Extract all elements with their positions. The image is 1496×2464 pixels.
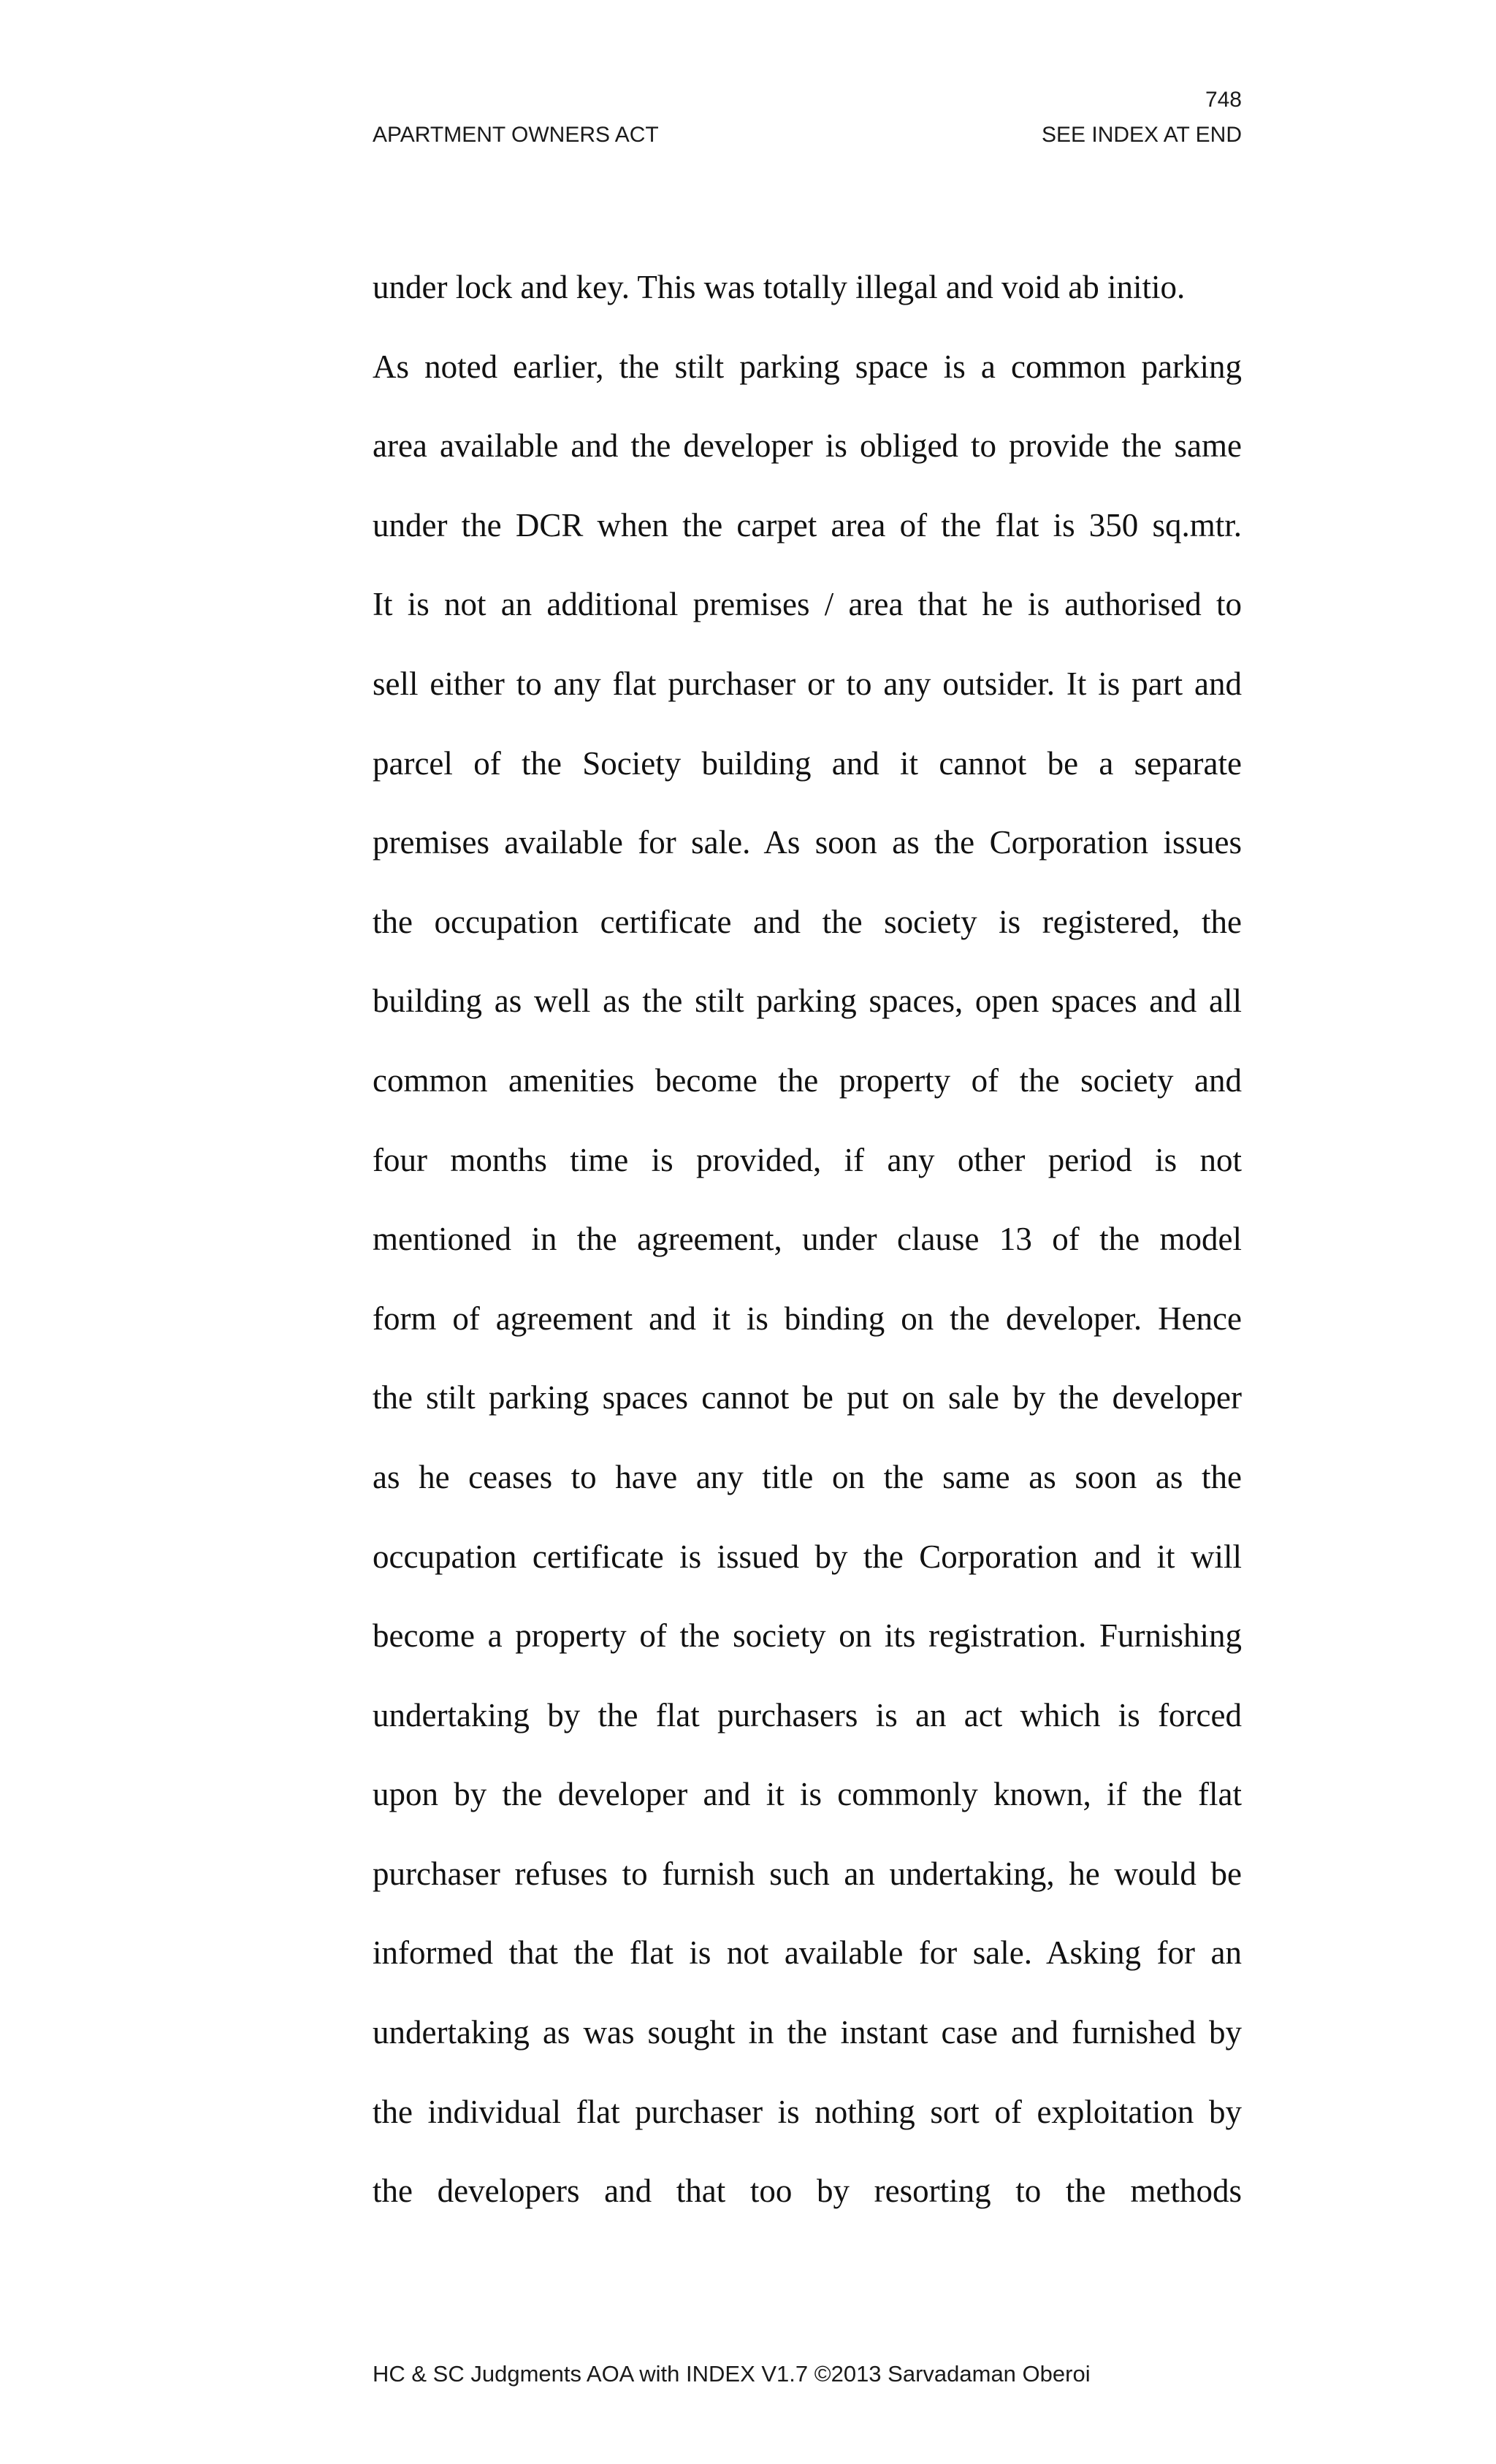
text-line: the individual flat purchaser is nothing sort of exploitation by	[373, 2093, 1242, 2130]
text-line: parcel of the Society building and it cannot be a separate	[373, 744, 1242, 782]
text-line: as he ceases to have any title on the same as soon as the	[373, 1458, 1242, 1495]
text-line: As noted earlier, the stilt parking space is a common parking	[373, 348, 1242, 385]
text-line: undertaking by the flat purchasers is an act which is forced	[373, 1696, 1242, 1733]
text-line: under the DCR when the carpet area of the flat is 350 sq.mtr.	[373, 506, 1242, 543]
text-line: occupation certificate is issued by the Corporation and it will	[373, 1538, 1242, 1575]
text-line: become a property of the society on its registration. Furnishing	[373, 1617, 1242, 1655]
text-line: the stilt parking spaces cannot be put on sale by the developer	[373, 1379, 1242, 1416]
text-line: informed that the flat is not available for sale. Asking for an	[373, 1934, 1242, 1972]
text-line: building as well as the stilt parking spaces, open spaces and all	[373, 983, 1242, 1020]
text-line: under lock and key. This was totally illegal and void ab initio.	[373, 269, 1186, 305]
text-line: area available and the developer is obliged to provide the same	[373, 427, 1242, 465]
text-line: mentioned in the agreement, under clause 13 of the model	[373, 1221, 1242, 1258]
text-line: form of agreement and it is binding on the developer. Hence	[373, 1300, 1242, 1337]
text-line: common amenities become the property of the society and	[373, 1061, 1242, 1099]
text-line: the occupation certificate and the society is registered, the	[373, 903, 1242, 940]
running-header-title: APARTMENT OWNERS ACT	[373, 123, 659, 147]
text-line: undertaking as was sought in the instant case and furnished by	[373, 2014, 1242, 2051]
text-line: sell either to any flat purchaser or to any outsider. It is part and	[373, 665, 1242, 702]
text-line: upon by the developer and it is commonly known, if the flat	[373, 1776, 1242, 1813]
page-footer: HC & SC Judgments AOA with INDEX V1.7 ©2013 Sarvadaman Oberoi	[373, 2361, 1091, 2387]
text-line: the developers and that too by resorting to the methods	[373, 2173, 1242, 2210]
page-number: 748	[1205, 88, 1242, 112]
body-paragraph	[373, 262, 1242, 2245]
text-line: It is not an additional premises / area that he is authorised to	[373, 586, 1242, 623]
text-line: four months time is provided, if any other period is not	[373, 1141, 1242, 1178]
text-line: premises available for sale. As soon as the Corporation issues	[373, 824, 1242, 861]
running-header-index-note: SEE INDEX AT END	[1042, 123, 1242, 147]
text-line: purchaser refuses to furnish such an undertaking, he would be	[373, 1855, 1242, 1892]
